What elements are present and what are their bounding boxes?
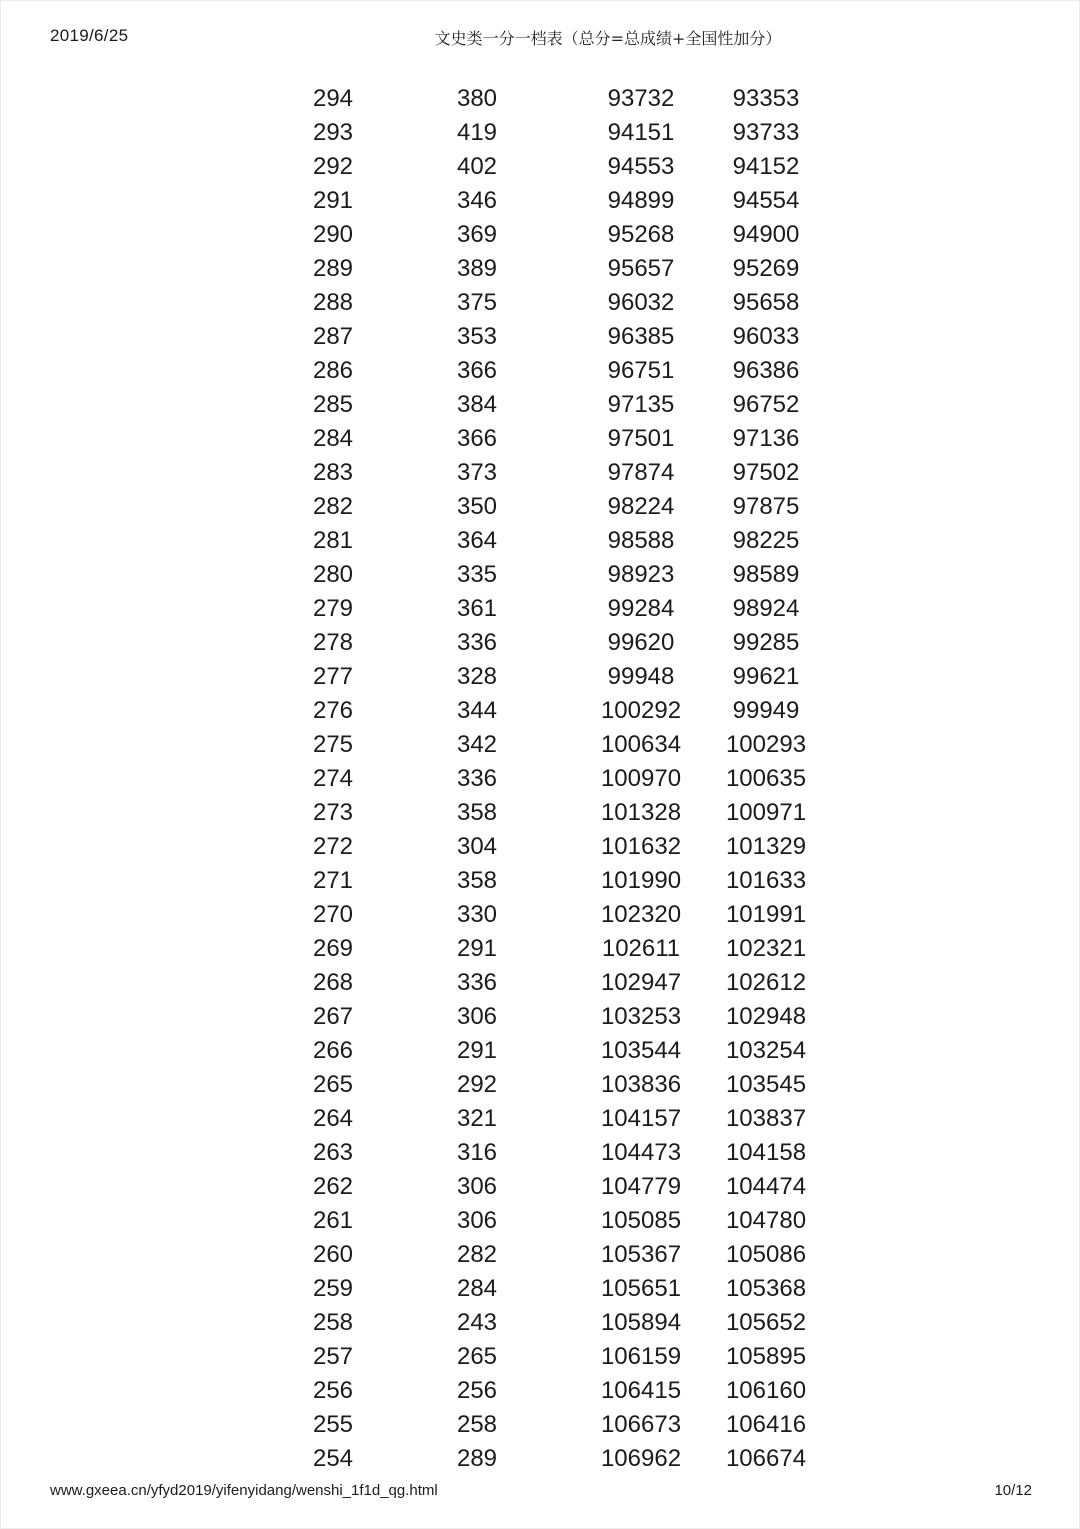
count-cell: 243: [456, 1309, 498, 1336]
cumulative-cell: 98588: [607, 527, 675, 554]
score-cell: 266: [312, 1037, 354, 1064]
cumulative-cell: 105894: [600, 1309, 682, 1336]
rank-cell: 95658: [732, 289, 800, 316]
score-cell: 269: [312, 935, 354, 962]
rank-cell: 100971: [725, 799, 807, 826]
rank-cell: 105895: [725, 1343, 807, 1370]
table-row: [0, 1136, 1080, 1170]
rank-cell: 105368: [725, 1275, 807, 1302]
cumulative-cell: 101632: [600, 833, 682, 860]
rank-cell: 98589: [732, 561, 800, 588]
table-row: [0, 1442, 1080, 1476]
cumulative-cell: 103253: [600, 1003, 682, 1030]
score-cell: 254: [312, 1445, 354, 1472]
rank-cell: 102321: [725, 935, 807, 962]
count-cell: 306: [456, 1003, 498, 1030]
count-cell: 306: [456, 1207, 498, 1234]
rank-cell: 103837: [725, 1105, 807, 1132]
cumulative-cell: 97501: [607, 425, 675, 452]
count-cell: 419: [456, 119, 498, 146]
count-cell: 402: [456, 153, 498, 180]
cumulative-cell: 97874: [607, 459, 675, 486]
score-cell: 264: [312, 1105, 354, 1132]
cumulative-cell: 102611: [601, 935, 681, 962]
score-cell: 286: [312, 357, 354, 384]
table-row: [0, 252, 1080, 286]
cumulative-cell: 98224: [607, 493, 675, 520]
count-cell: 346: [456, 187, 498, 214]
score-cell: 255: [312, 1411, 354, 1438]
rank-cell: 97875: [732, 493, 800, 520]
table-row: [0, 116, 1080, 150]
cumulative-cell: 104473: [600, 1139, 682, 1166]
score-cell: 287: [312, 323, 354, 350]
table-row: [0, 966, 1080, 1000]
table-row: [0, 1374, 1080, 1408]
count-cell: 389: [456, 255, 498, 282]
table-row: [0, 694, 1080, 728]
cumulative-cell: 100634: [600, 731, 682, 758]
rank-cell: 96386: [732, 357, 800, 384]
rank-cell: 101991: [725, 901, 807, 928]
score-cell: 262: [312, 1173, 354, 1200]
table-row: [0, 932, 1080, 966]
rank-cell: 97136: [732, 425, 800, 452]
count-cell: 342: [456, 731, 498, 758]
score-cell: 265: [312, 1071, 354, 1098]
table-row: [0, 320, 1080, 354]
table-row: [0, 762, 1080, 796]
page-title: 文史类一分一档表（总分=总成绩+全国性加分）: [434, 29, 782, 48]
count-cell: 258: [456, 1411, 498, 1438]
footer-url: www.gxeea.cn/yfyd2019/yifenyidang/wenshi_1f1d_qg.html: [50, 1482, 438, 1499]
table-row: [0, 286, 1080, 320]
table-row: [0, 864, 1080, 898]
table-row: [0, 456, 1080, 490]
table-row: [0, 184, 1080, 218]
count-cell: 358: [456, 799, 498, 826]
table-row: [0, 830, 1080, 864]
score-cell: 280: [312, 561, 354, 588]
table-row: [0, 388, 1080, 422]
rank-cell: 102948: [725, 1003, 807, 1030]
cumulative-cell: 105085: [600, 1207, 682, 1234]
cumulative-cell: 97135: [607, 391, 675, 418]
cumulative-cell: 95657: [607, 255, 675, 282]
table-row: [0, 354, 1080, 388]
count-cell: 369: [456, 221, 498, 248]
rank-cell: 101329: [725, 833, 807, 860]
table-row: [0, 1408, 1080, 1442]
page-number: 10/12: [994, 1482, 1032, 1499]
score-cell: 276: [312, 697, 354, 724]
score-cell: 278: [312, 629, 354, 656]
score-cell: 271: [312, 867, 354, 894]
count-cell: 291: [456, 1037, 498, 1064]
table-row: [0, 626, 1080, 660]
rank-cell: 99949: [732, 697, 800, 724]
score-cell: 256: [312, 1377, 354, 1404]
rank-cell: 101633: [725, 867, 807, 894]
rank-cell: 103545: [725, 1071, 807, 1098]
header-date: 2019/6/25: [50, 26, 129, 45]
rank-cell: 103254: [725, 1037, 807, 1064]
count-cell: 316: [456, 1139, 498, 1166]
cumulative-cell: 94553: [607, 153, 675, 180]
count-cell: 335: [456, 561, 498, 588]
cumulative-cell: 103544: [600, 1037, 682, 1064]
score-cell: 285: [312, 391, 354, 418]
rank-cell: 96033: [732, 323, 800, 350]
rank-cell: 104158: [725, 1139, 807, 1166]
table-row: [0, 796, 1080, 830]
count-cell: 366: [456, 357, 498, 384]
rank-cell: 94152: [732, 153, 800, 180]
score-cell: 272: [312, 833, 354, 860]
rank-cell: 96752: [732, 391, 800, 418]
score-cell: 274: [312, 765, 354, 792]
rank-cell: 95269: [732, 255, 800, 282]
cumulative-cell: 104779: [600, 1173, 682, 1200]
rank-cell: 98225: [732, 527, 800, 554]
count-cell: 373: [456, 459, 498, 486]
table-row: [0, 524, 1080, 558]
table-row: [0, 490, 1080, 524]
table-row: [0, 728, 1080, 762]
count-cell: 361: [456, 595, 498, 622]
count-cell: 375: [456, 289, 498, 316]
cumulative-cell: 105367: [600, 1241, 682, 1268]
score-cell: 263: [312, 1139, 354, 1166]
score-cell: 270: [312, 901, 354, 928]
count-cell: 321: [456, 1105, 498, 1132]
cumulative-cell: 99284: [607, 595, 675, 622]
table-row: [0, 1340, 1080, 1374]
score-cell: 259: [312, 1275, 354, 1302]
cumulative-cell: 96751: [607, 357, 675, 384]
rank-cell: 98924: [732, 595, 800, 622]
score-cell: 283: [312, 459, 354, 486]
score-cell: 267: [312, 1003, 354, 1030]
table-row: [0, 150, 1080, 184]
count-cell: 336: [456, 765, 498, 792]
count-cell: 292: [456, 1071, 498, 1098]
score-cell: 268: [312, 969, 354, 996]
count-cell: 380: [456, 85, 498, 112]
count-cell: 265: [456, 1343, 498, 1370]
rank-cell: 99621: [732, 663, 800, 690]
count-cell: 364: [456, 527, 498, 554]
score-cell: 281: [312, 527, 354, 554]
score-cell: 293: [312, 119, 354, 146]
count-cell: 384: [456, 391, 498, 418]
table-row: [0, 1102, 1080, 1136]
score-cell: 273: [312, 799, 354, 826]
cumulative-cell: 98923: [607, 561, 675, 588]
score-cell: 261: [312, 1207, 354, 1234]
table-row: [0, 1306, 1080, 1340]
rank-cell: 94900: [732, 221, 800, 248]
cumulative-cell: 101328: [600, 799, 682, 826]
count-cell: 256: [456, 1377, 498, 1404]
cumulative-cell: 106962: [600, 1445, 682, 1472]
table-row: [0, 1034, 1080, 1068]
rank-cell: 97502: [732, 459, 800, 486]
rank-cell: 106160: [725, 1377, 807, 1404]
cumulative-cell: 103836: [600, 1071, 682, 1098]
score-cell: 284: [312, 425, 354, 452]
score-cell: 292: [312, 153, 354, 180]
cumulative-cell: 106673: [600, 1411, 682, 1438]
score-cell: 260: [312, 1241, 354, 1268]
cumulative-cell: 94899: [607, 187, 675, 214]
table-row: [0, 1068, 1080, 1102]
count-cell: 282: [456, 1241, 498, 1268]
rank-cell: 99285: [732, 629, 800, 656]
rank-cell: 106674: [725, 1445, 807, 1472]
cumulative-cell: 100292: [600, 697, 682, 724]
table-row: [0, 1238, 1080, 1272]
table-row: [0, 1000, 1080, 1034]
count-cell: 353: [456, 323, 498, 350]
table-row: [0, 898, 1080, 932]
cumulative-cell: 101990: [600, 867, 682, 894]
score-cell: 289: [312, 255, 354, 282]
count-cell: 289: [456, 1445, 498, 1472]
rank-cell: 93733: [732, 119, 800, 146]
score-cell: 288: [312, 289, 354, 316]
table-row: [0, 558, 1080, 592]
table-row: [0, 1272, 1080, 1306]
count-cell: 358: [456, 867, 498, 894]
rank-cell: 100635: [725, 765, 807, 792]
score-cell: 258: [312, 1309, 354, 1336]
score-cell: 277: [312, 663, 354, 690]
table-row: [0, 218, 1080, 252]
rank-cell: 104780: [725, 1207, 807, 1234]
count-cell: 306: [456, 1173, 498, 1200]
rank-cell: 94554: [732, 187, 800, 214]
cumulative-cell: 105651: [600, 1275, 682, 1302]
count-cell: 344: [456, 697, 498, 724]
count-cell: 350: [456, 493, 498, 520]
table-row: [0, 660, 1080, 694]
rank-cell: 106416: [725, 1411, 807, 1438]
count-cell: 336: [456, 969, 498, 996]
rank-cell: 104474: [725, 1173, 807, 1200]
score-cell: 279: [312, 595, 354, 622]
table-row: [0, 82, 1080, 116]
rank-cell: 93353: [732, 85, 800, 112]
rank-cell: 102612: [725, 969, 807, 996]
table-row: [0, 1170, 1080, 1204]
score-table: [0, 82, 1080, 1476]
cumulative-cell: 96032: [607, 289, 675, 316]
score-cell: 290: [312, 221, 354, 248]
cumulative-cell: 102947: [600, 969, 682, 996]
score-cell: 294: [312, 85, 354, 112]
cumulative-cell: 104157: [600, 1105, 682, 1132]
cumulative-cell: 99620: [607, 629, 675, 656]
cumulative-cell: 99948: [607, 663, 675, 690]
count-cell: 330: [456, 901, 498, 928]
table-row: [0, 1204, 1080, 1238]
score-cell: 282: [312, 493, 354, 520]
cumulative-cell: 93732: [607, 85, 675, 112]
count-cell: 366: [456, 425, 498, 452]
count-cell: 328: [456, 663, 498, 690]
cumulative-cell: 102320: [600, 901, 682, 928]
cumulative-cell: 94151: [607, 119, 675, 146]
score-cell: 257: [312, 1343, 354, 1370]
count-cell: 284: [456, 1275, 498, 1302]
cumulative-cell: 106415: [600, 1377, 682, 1404]
rank-cell: 105086: [725, 1241, 807, 1268]
rank-cell: 105652: [725, 1309, 807, 1336]
cumulative-cell: 100970: [600, 765, 682, 792]
table-row: [0, 422, 1080, 456]
cumulative-cell: 95268: [607, 221, 675, 248]
count-cell: 336: [456, 629, 498, 656]
score-cell: 291: [312, 187, 354, 214]
count-cell: 291: [456, 935, 498, 962]
score-cell: 275: [312, 731, 354, 758]
rank-cell: 100293: [725, 731, 807, 758]
cumulative-cell: 106159: [600, 1343, 682, 1370]
table-row: [0, 592, 1080, 626]
count-cell: 304: [456, 833, 498, 860]
cumulative-cell: 96385: [607, 323, 675, 350]
